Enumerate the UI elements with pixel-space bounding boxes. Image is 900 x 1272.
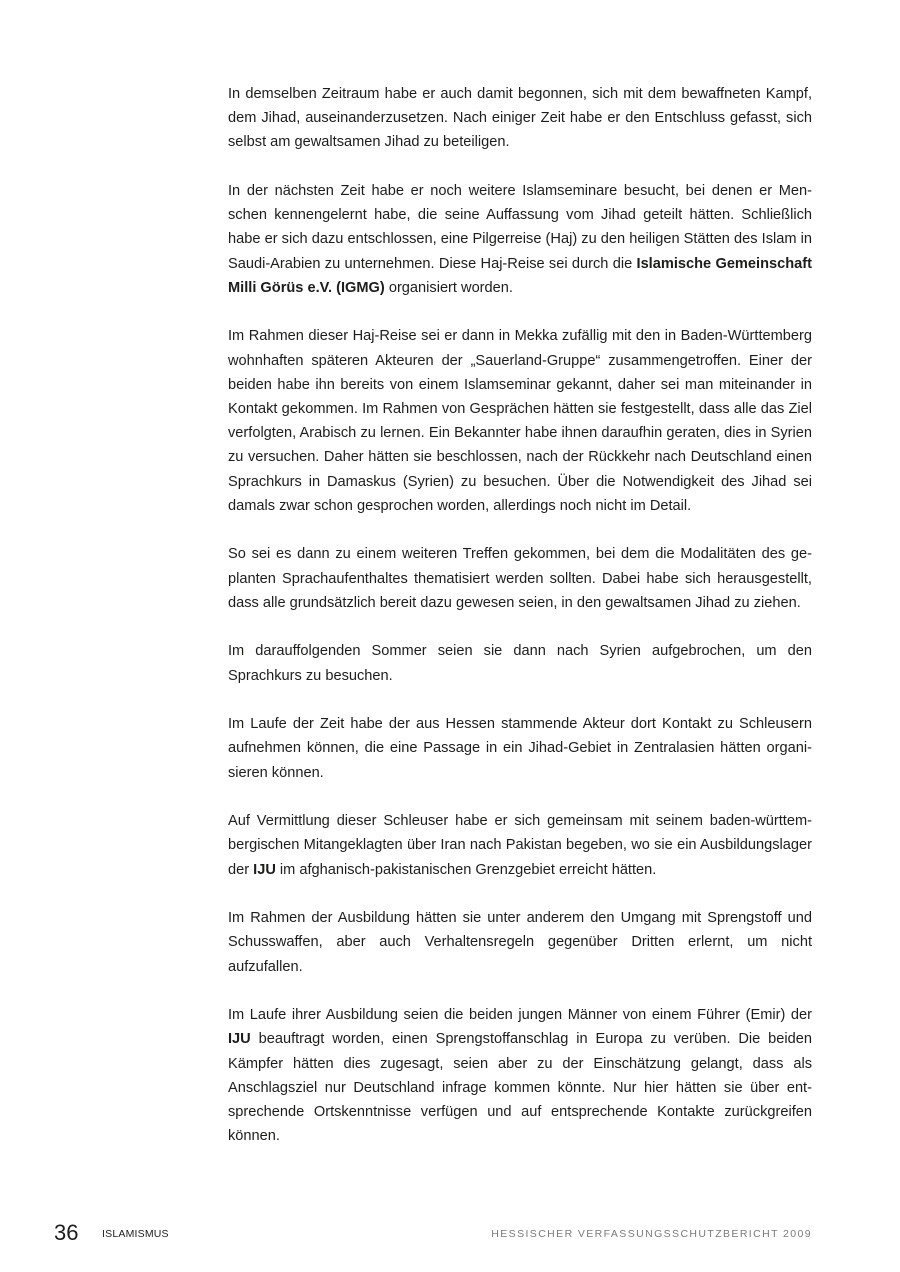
body-text (228, 82, 812, 1173)
org-name-iju: IJU (228, 1031, 251, 1048)
paragraph: Im Rahmen der Ausbildung hätten sie unter anderem den Umgang mit Sprengstoff und Schusswaffen, aber auch Verhaltensregeln gegenüber Dritten erlernt, um nicht aufzufallen. (228, 910, 812, 975)
paragraph: In demselben Zeitraum habe er auch damit begonnen, sich mit dem bewaffneten Kampf, dem Jihad, auseinanderzusetzen. Nach einiger Zeit habe er den Entschluss gefasst, sich selbst am gewaltsamen Jihad zu beteiligen. (228, 86, 812, 151)
paragraph: So sei es dann zu einem weiteren Treffen gekommen, bei dem die Modalitäten des geplanten Sprachaufenthaltes thematisiert werden sollten. Dabei habe sich herausgestellt, dass alle grundsätzlich bereit dazu gewesen seien, in den gewaltsamen Jihad zu ziehen. (228, 546, 812, 611)
paragraph: In der nächsten Zeit habe er noch weitere Islamseminare besucht, bei denen er Menschen kennengelernt habe, die seine Auffassung vom Jihad geteilt hätten. Schließlich habe er sich dazu entschlossen, eine Pilgerreise (Haj) zu den heiligen Stätten des Islam in Saudi-Arabien zu unternehmen. Diese Haj-Reise sei durch die Islamische Gemeinschaft Milli Görüs e.V. (IGMG) organisiert worden. (228, 183, 812, 296)
paragraph: Im Laufe der Zeit habe der aus Hessen stammende Akteur dort Kontakt zu Schleusern aufnehmen können, die eine Passage in ein Jihad-Gebiet in Zentralasien hätten organisieren können. (228, 716, 812, 781)
section-label: ISLAMISMUS (102, 1228, 169, 1240)
org-name-igmg: Islamische Gemeinschaft Milli Görüs e.V. (IGMG) (228, 255, 812, 296)
org-name-iju: IJU (253, 861, 276, 878)
paragraph: Im Laufe ihrer Ausbildung seien die beiden jungen Männer von einem Führer (Emir) der IJU beauftragt worden, einen Sprengstoffanschlag in Europa zu verüben. Die beiden Kämpfer hätten dies zugesagt, seien aber zu der Einschätzung gelangt, dass als Anschlagsziel nur Deutschland infrage kommen könnte. Nur hier hätten sie über entsprechende Ortskenntnisse verfügen und auf entsprechende Kontakte zurückgreifen können. (228, 1007, 812, 1145)
report-title: HESSISCHER VERFASSUNGSSCHUTZBERICHT 2009 (491, 1228, 812, 1240)
paragraph: Im Rahmen dieser Haj-Reise sei er dann in Mekka zufällig mit den in Baden-Württemberg wohnhaften späteren Akteuren der „Sauerland-Gruppe“ zusammengetroffen. Einer der beiden habe ihn bereits von einem Islamseminar gekannt, daher sei man miteinander in Kontakt gekommen. Im Rahmen von Gesprächen hätten sie festgestellt, dass alle das Ziel verfolgten, Arabisch zu lernen. Ein Bekannter habe ihnen daraufhin geraten, dies in Syrien zu versuchen. Daher hätten sie beschlossen, nach der Rückkehr nach Deutschland einen Sprachkurs in Damaskus (Syrien) zu besuchen. Über die Notwendigkeit des Jihad sei damals zwar schon gesprochen worden, allerdings noch nicht im Detail. (228, 328, 812, 514)
paragraph: Im darauffolgenden Sommer seien sie dann nach Syrien aufgebrochen, um den Sprachkurs zu besuchen. (228, 643, 812, 684)
paragraph: Auf Vermittlung dieser Schleuser habe er sich gemeinsam mit seinem baden-württembergischen Mitangeklagten über Iran nach Pakistan begeben, wo sie ein Ausbildungslager der IJU im afghanisch-pakistanischen Grenzgebiet erreicht hätten. (228, 813, 812, 878)
page-number: 36 (54, 1220, 79, 1245)
page-footer (0, 1218, 900, 1248)
